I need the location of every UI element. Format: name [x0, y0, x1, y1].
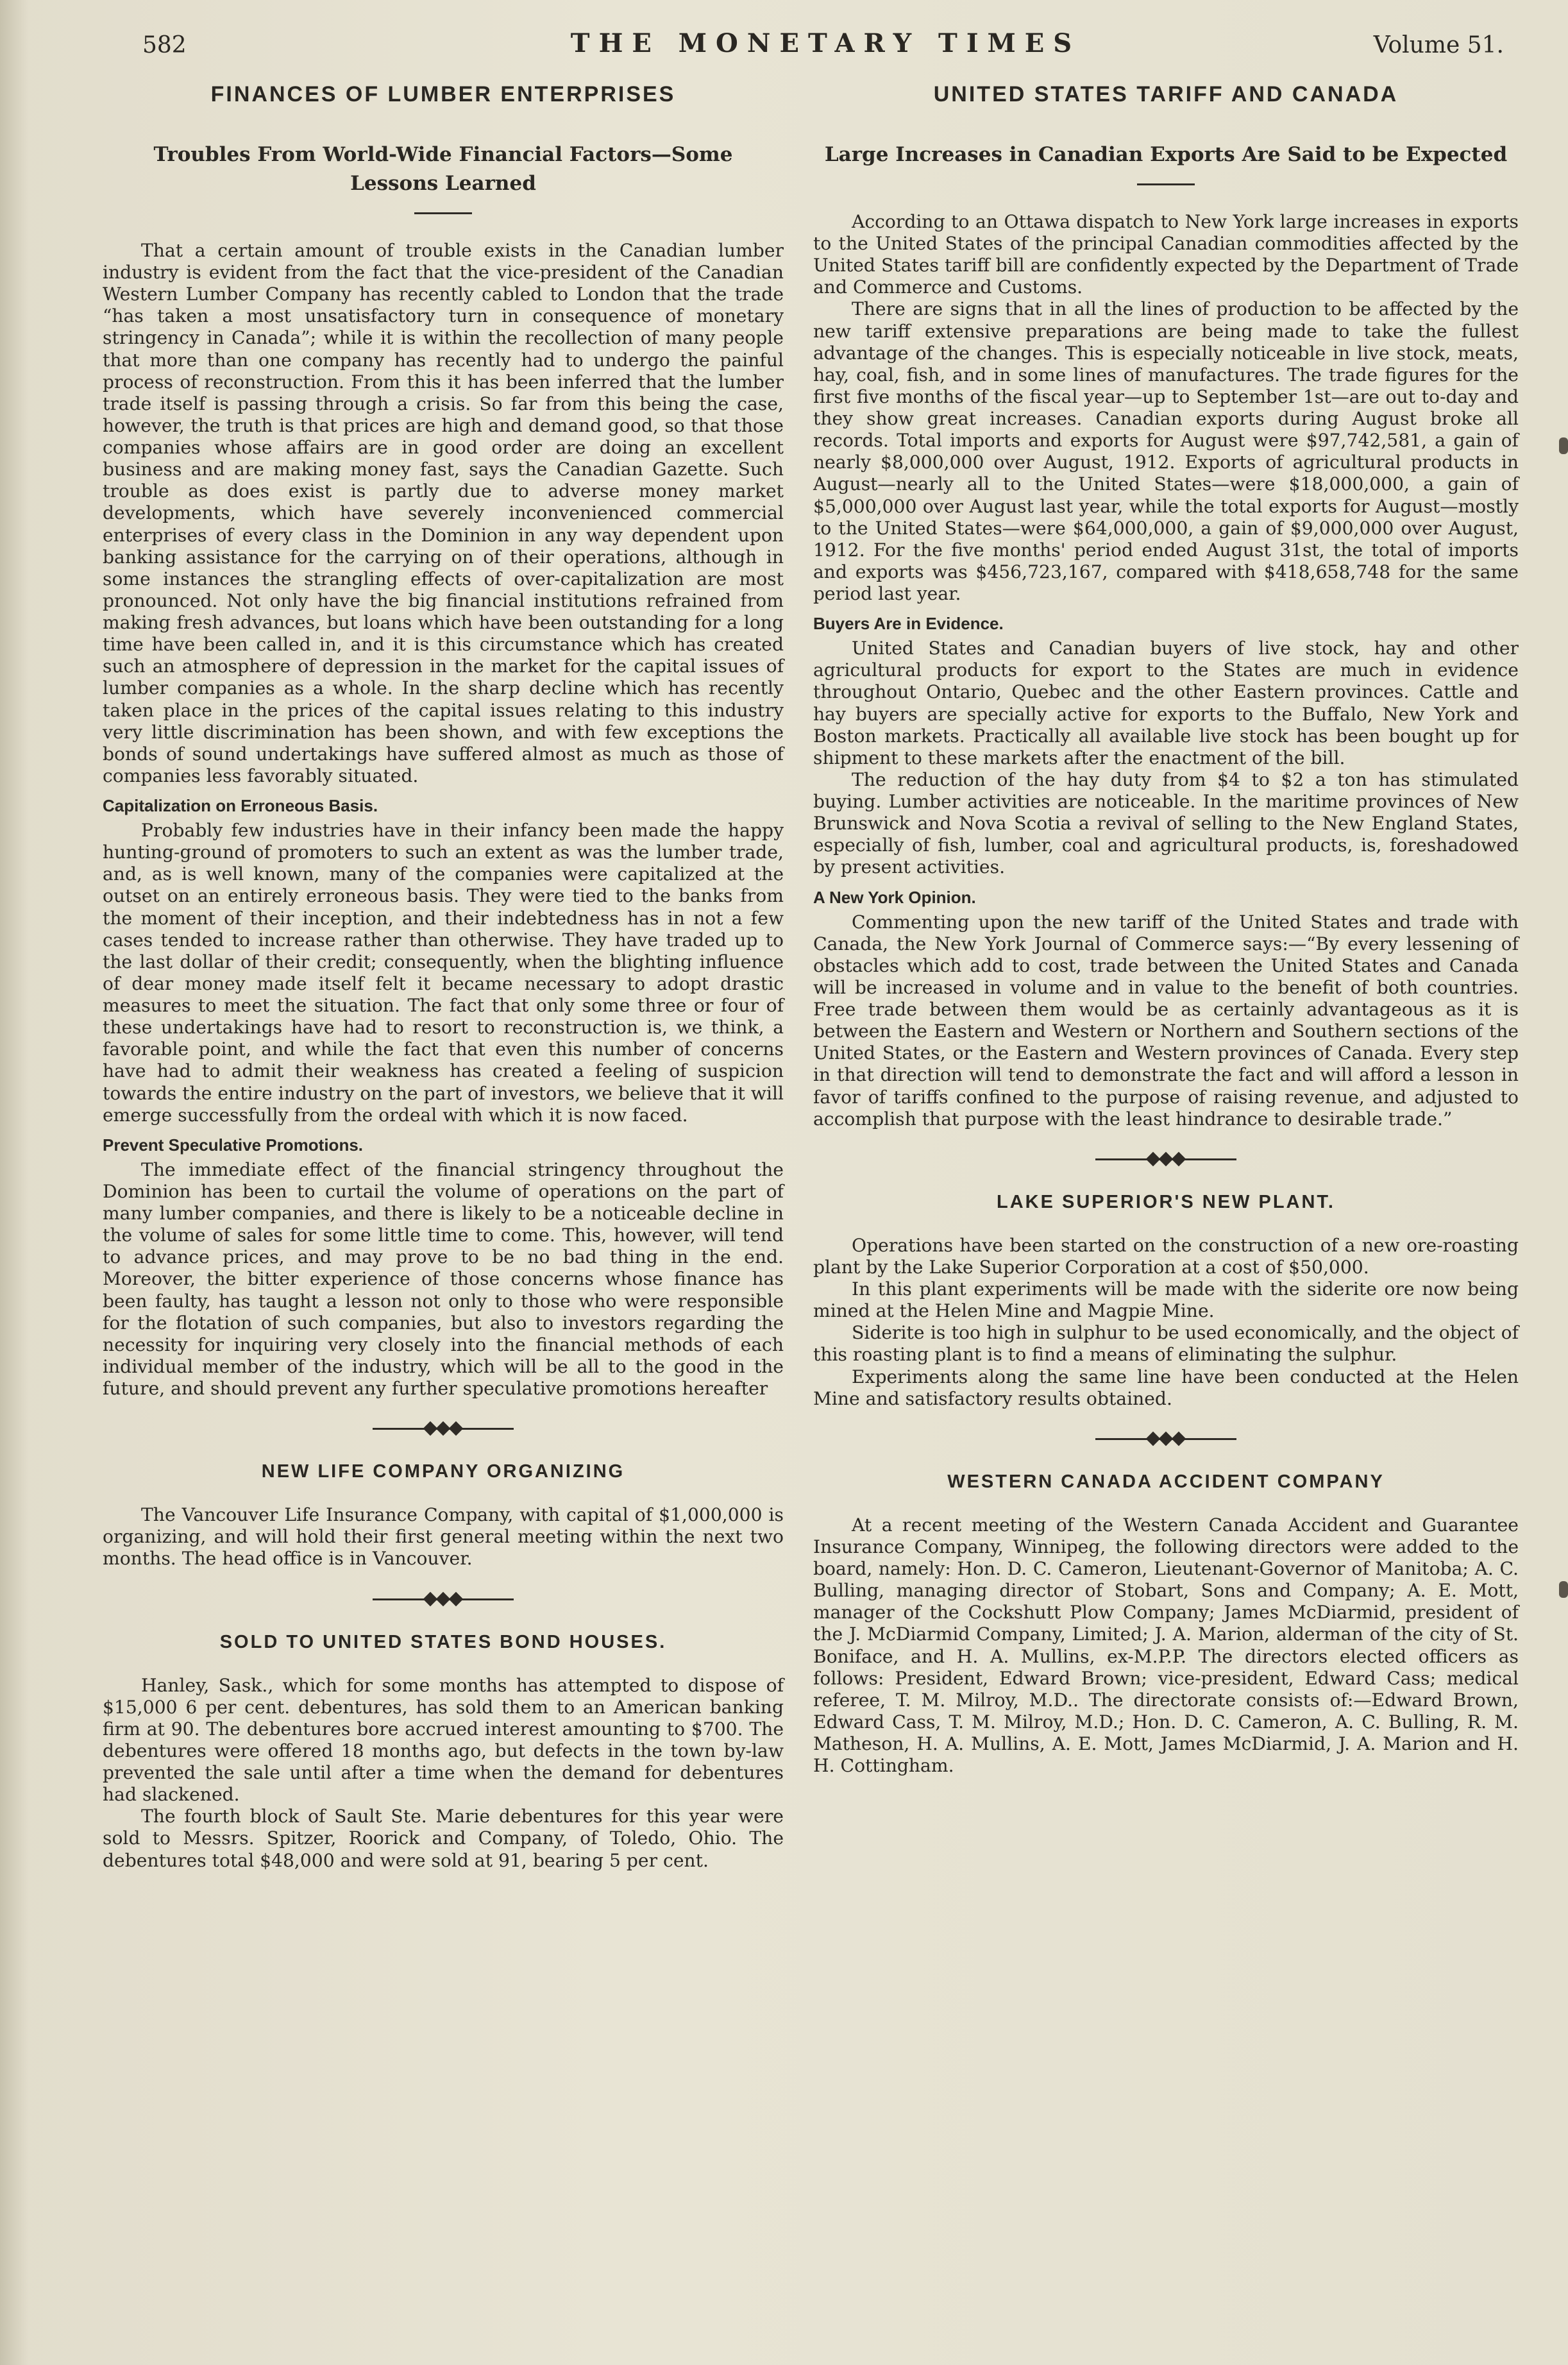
- page-number: 582: [142, 32, 187, 58]
- divider-ornament: [1095, 1152, 1236, 1166]
- story-title-new-life: NEW LIFE COMPANY ORGANIZING: [261, 1461, 625, 1482]
- article-paragraph: The fourth block of Sault Ste. Marie debentures for this year were sold to Messrs. Spitzer, Roorick and Company, of Toledo, Ohio. The debentures total $48,000 and were sold at 91, bearing 5 per cent.: [103, 1806, 784, 1871]
- right-column: [813, 82, 1519, 1777]
- section-heading: Prevent Speculative Promotions.: [103, 1135, 364, 1155]
- story-title-lake-superior: LAKE SUPERIOR'S NEW PLANT.: [997, 1191, 1335, 1212]
- running-header: [135, 24, 1517, 76]
- article-paragraph: Probably few industries have in their infancy been made the happy hunting-ground of promoters to such an extent as was the lumber trade, and, as is well known, many of the companies were capitalized at the outset on an entirely erroneous basis. They were tied to the banks from the moment of their inception, and their indebtedness has in not a few cases tended to increase rather than otherwise. They have traded up to the last dollar of their credit; consequently, when the blighting influence of dear money made itself felt it became necessary to adopt drastic measures to meet the situation. The fact that only some three or four of these undertakings have had to resort to reconstruction is, we think, a favorable point, and while the fact that even this number of concerns have had to admit their weakness has created a feeling of suspicion towards the entire industry on the part of investors, we believe that it will emerge successfully from the ordeal with which it is now faced.: [103, 820, 784, 1126]
- story-title-bond-houses: SOLD TO UNITED STATES BOND HOUSES.: [219, 1631, 667, 1652]
- article-paragraph: In this plant experiments will be made with the siderite ore now being mined at the Helen Mine and Magpie Mine.: [813, 1278, 1519, 1322]
- volume-label: Volume 51.: [1373, 32, 1504, 58]
- divider-ornament: [1095, 1432, 1236, 1446]
- section-title-tariff: UNITED STATES TARIFF AND CANADA: [933, 82, 1399, 106]
- article-title-lumber: Troubles From World-Wide Financial Factors—Some Lessons Learned: [153, 143, 733, 195]
- story-title-western-canada: WESTERN CANADA ACCIDENT COMPANY: [947, 1471, 1385, 1492]
- section-title-lumber: FINANCES OF LUMBER ENTERPRISES: [210, 82, 676, 106]
- binding-mark: [1559, 437, 1568, 454]
- divider-ornament: [373, 1592, 514, 1606]
- title-rule: [414, 212, 472, 214]
- article-paragraph: The reduction of the hay duty from $4 to $2 a ton has stimulated buying. Lumber activities are noticeable. In the maritime provinces of New Brunswick and Nova Scotia a revival of selling to the New England States, especially of fish, lumber, coal and agricultural products, is, foreshadowed by present activities.: [813, 768, 1519, 878]
- article-title-tariff: Large Increases in Canadian Exports Are Said to be Expected: [824, 143, 1508, 166]
- article-paragraph: That a certain amount of trouble exists in the Canadian lumber industry is evident from the fact that the vice-president of the Canadian Western Lumber Company has recently cabled to London that the trade “has taken a most unsatisfactory turn in consequence of monetary stringency in Canada”; while it is within the recollection of many people that more than one company has recently had to undergo the painful process of reconstruction. From this it has been inferred that the lumber trade itself is passing through a crisis. So far from this being the case, however, the truth is that prices are high and demand good, so that those companies whose affairs are in good order are doing an excellent business and are making money fast, says the Canadian Gazette. Such trouble as does exist is partly due to adverse money market developments, which have severely inconvenienced commercial enterprises of every class in the Dominion in any way dependent upon banking assistance for the carrying on of their operations, although in some instances the strangling effects of over-capitalization are most pronounced. Not only have the big financial institutions refrained from making fresh advances, but loans which have been outstanding for a long time have been called in, and it is this circumstance which has created such an atmosphere of depression in the market for the capital issues of lumber companies as a whole. In the sharp decline which has recently taken place in the prices of the capital issues relating to this industry very little discrimination has been shown, and with few exceptions the bonds of sound undertakings have suffered almost as much as those of companies less favorably situated.: [103, 239, 784, 786]
- title-rule: [1137, 183, 1195, 185]
- section-heading: Buyers Are in Evidence.: [813, 614, 1004, 634]
- article-paragraph: The Vancouver Life Insurance Company, with capital of $1,000,000 is organizing, and will hold their first general meeting within the next two months. The head office is in Vancouver.: [103, 1504, 784, 1570]
- article-paragraph: There are signs that in all the lines of production to be affected by the new tariff extensive preparations are being made to take the fullest advantage of the changes. This is especially noticeable in live stock, meats, hay, coal, fish, and in some lines of manufactures. The trade figures for the first five months of the fiscal year—up to September 1st—are out to-day and they show great increases. Canadian exports during August broke all records. Total imports and exports for August were $97,742,581, a gain of nearly $8,000,000 over August, 1912. Exports of agricultural products in August—nearly all to the United States—were $18,000,000, a gain of $5,000,000 over August last year, while the total exports for August—mostly to the United States—were $64,000,000, a gain of $9,000,000 over August, 1912. For the five months' period ended August 31st, the total of imports and exports was $456,723,167, compared with $418,658,748 for the same period last year.: [813, 298, 1519, 605]
- page-gutter-shadow: [0, 0, 28, 2365]
- left-column: [103, 82, 784, 1872]
- binding-mark: [1559, 1581, 1568, 1598]
- article-paragraph: At a recent meeting of the Western Canada Accident and Guarantee Insurance Company, Winnipeg, the following directors were added to the board, namely: Hon. D. C. Cameron, Lieutenant-Governor of Manitoba; A. C. Bulling, managing director of Stobart, Sons and Company; A. E. Mott, manager of the Cockshutt Plow Company; James McDiarmid, president of the J. McDiarmid Company, Limited; J. A. Marion, alderman of the city of St. Boniface, and H. A. Mullins, ex-M.P.P. The directors elected officers as follows: President, Edward Brown; vice-president, Edward Cass; medical referee, T. M. Milroy, M.D.. The directorate consists of:—Edward Brown, Edward Cass, T. M. Milroy, M.D.; Hon. D. C. Cameron, A. C. Bulling, R. M. Matheson, H. A. Mullins, A. E. Mott, James McDiarmid, J. A. Marion and H. H. Cottingham.: [813, 1514, 1519, 1777]
- article-paragraph: United States and Canadian buyers of live stock, hay and other agricultural products for export to the States are much in evidence throughout Ontario, Quebec and the other Eastern provinces. Cattle and hay buyers are specially active for exports to the Buffalo, New York and Boston markets. Practically all available live stock has been bought up for shipment to these markets after the enactment of the bill.: [813, 638, 1519, 768]
- article-paragraph: Hanley, Sask., which for some months has attempted to dispose of $15,000 6 per cent. debentures, has sold them to an American banking firm at 90. The debentures bore accrued interest amounting to $700. The debentures were offered 18 months ago, but defects in the town by-law prevented the sale until after a time when the demand for debentures had slackened.: [103, 1674, 784, 1806]
- article-paragraph: The immediate effect of the financial stringency throughout the Dominion has been to curtail the volume of operations on the part of many lumber companies, and there is likely to be a noticeable decline in the volume of sales for some little time to come. This, however, will tend to advance prices, and may prove to be no bad thing in the end. Moreover, the bitter experience of those concerns whose finance has been faulty, has taught a lesson not only to those who were responsible for the flotation of such companies, but also to investors regarding the necessity for inquiring very closely into the financial methods of each individual member of the industry, which will be all to the good in the future, and should prevent any further speculative promotions hereafter: [103, 1158, 784, 1399]
- article-paragraph: Operations have been started on the construction of a new ore-roasting plant by the Lake Superior Corporation at a cost of $50,000.: [813, 1234, 1519, 1278]
- article-paragraph: Experiments along the same line have been conducted at the Helen Mine and satisfactory results obtained.: [813, 1366, 1519, 1409]
- divider-ornament: [373, 1421, 514, 1436]
- article-paragraph: Siderite is too high in sulphur to be used economically, and the object of this roasting plant is to find a means of eliminating the sulphur.: [813, 1322, 1519, 1366]
- section-heading: Capitalization on Erroneous Basis.: [103, 796, 378, 815]
- journal-title: THE MONETARY TIMES: [570, 28, 1081, 58]
- section-heading: A New York Opinion.: [813, 887, 976, 907]
- article-paragraph: Commenting upon the new tariff of the United States and trade with Canada, the New York Journal of Commerce says:—“By every lessening of obstacles which add to cost, trade between the United States and Canada will be increased in volume and in value to the benefit of both countries. Free trade between them would be as certainly advantageous as it is between the Eastern and Western or Northern and Southern sections of the United States, or the Eastern and Western provinces of Canada. Every step in that direction will tend to demonstrate the fact and will afford a lesson in favor of tariffs confined to the purpose of raising revenue, and adjusted to accomplish that purpose with the least hindrance to desirable trade.”: [813, 911, 1519, 1130]
- article-paragraph: According to an Ottawa dispatch to New York large increases in exports to the United States of the principal Canadian commodities affected by the United States tariff bill are confidently expected by the Department of Trade and Commerce and Customs.: [813, 210, 1519, 298]
